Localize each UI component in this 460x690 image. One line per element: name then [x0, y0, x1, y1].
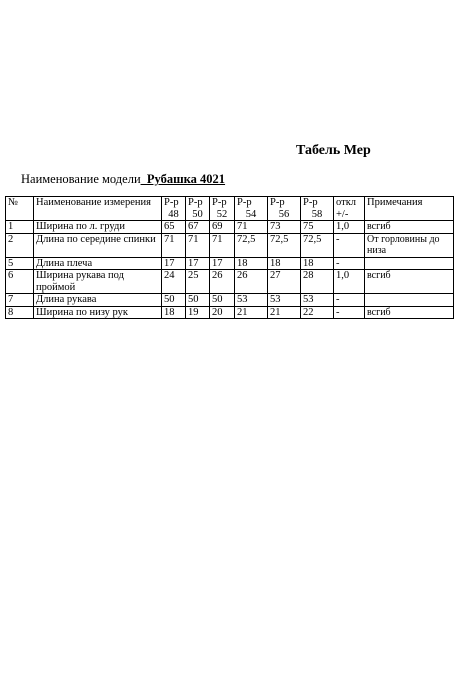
- row-note: всгиб: [365, 306, 454, 319]
- row-value: 24: [162, 270, 186, 294]
- row-num: 8: [6, 306, 34, 319]
- measurement-table: [5, 196, 454, 319]
- row-name: Ширина по низу рук: [34, 306, 162, 319]
- row-value: 73: [268, 221, 301, 234]
- row-tolerance: 1,0: [334, 270, 365, 294]
- row-num: 2: [6, 233, 34, 257]
- row-value: 65: [162, 221, 186, 234]
- row-value: 71: [235, 221, 268, 234]
- header-size-48: Р-р 48: [162, 197, 186, 221]
- row-name: Длина по середине спинки: [34, 233, 162, 257]
- header-size-56: Р-р 56: [268, 197, 301, 221]
- row-value: 26: [210, 270, 235, 294]
- row-value: 72,5: [268, 233, 301, 257]
- row-value: 67: [186, 221, 210, 234]
- row-note: всгиб: [365, 221, 454, 234]
- table-row: [6, 306, 454, 319]
- table-header-row: [6, 197, 454, 221]
- model-line: [21, 172, 225, 187]
- table-row: [6, 233, 454, 257]
- row-num: 6: [6, 270, 34, 294]
- row-value: 28: [301, 270, 334, 294]
- row-value: 21: [235, 306, 268, 319]
- row-value: 50: [210, 294, 235, 307]
- row-value: 21: [268, 306, 301, 319]
- row-value: 71: [186, 233, 210, 257]
- header-size-58: Р-р 58: [301, 197, 334, 221]
- row-num: 5: [6, 257, 34, 270]
- header-name: Наименование измерения: [34, 197, 162, 221]
- row-value: 20: [210, 306, 235, 319]
- row-value: 17: [186, 257, 210, 270]
- row-value: 72,5: [301, 233, 334, 257]
- row-value: 50: [162, 294, 186, 307]
- row-note: От горловины до низа: [365, 233, 454, 257]
- header-size-50: Р-р 50: [186, 197, 210, 221]
- row-value: 18: [162, 306, 186, 319]
- row-tolerance: -: [334, 306, 365, 319]
- row-note: [365, 294, 454, 307]
- row-value: 17: [162, 257, 186, 270]
- row-name: Ширина по л. груди: [34, 221, 162, 234]
- row-value: 53: [301, 294, 334, 307]
- row-value: 69: [210, 221, 235, 234]
- row-value: 18: [301, 257, 334, 270]
- table-row: [6, 270, 454, 294]
- row-tolerance: -: [334, 294, 365, 307]
- row-num: 7: [6, 294, 34, 307]
- model-label: Наименование модели: [21, 172, 141, 186]
- row-value: 53: [235, 294, 268, 307]
- header-size-52: Р-р 52: [210, 197, 235, 221]
- row-value: 19: [186, 306, 210, 319]
- row-value: 18: [235, 257, 268, 270]
- row-note: [365, 257, 454, 270]
- row-value: 72,5: [235, 233, 268, 257]
- header-notes: Примечания: [365, 197, 454, 221]
- row-value: 75: [301, 221, 334, 234]
- row-value: 71: [162, 233, 186, 257]
- table-row: [6, 221, 454, 234]
- row-value: 27: [268, 270, 301, 294]
- model-name: Рубашка 4021: [146, 172, 226, 186]
- header-tolerance: откл +/-: [334, 197, 365, 221]
- header-num: №: [6, 197, 34, 221]
- row-tolerance: -: [334, 233, 365, 257]
- row-name: Длина плеча: [34, 257, 162, 270]
- row-tolerance: 1,0: [334, 221, 365, 234]
- header-size-54: Р-р 54: [235, 197, 268, 221]
- table-row: [6, 294, 454, 307]
- row-value: 71: [210, 233, 235, 257]
- row-value: 50: [186, 294, 210, 307]
- row-value: 18: [268, 257, 301, 270]
- row-num: 1: [6, 221, 34, 234]
- row-value: 17: [210, 257, 235, 270]
- row-name: Ширина рукава под проймой: [34, 270, 162, 294]
- page-title: Табель Мер: [296, 143, 371, 158]
- row-note: всгиб: [365, 270, 454, 294]
- row-name: Длина рукава: [34, 294, 162, 307]
- table-row: [6, 257, 454, 270]
- row-tolerance: -: [334, 257, 365, 270]
- row-value: 25: [186, 270, 210, 294]
- row-value: 53: [268, 294, 301, 307]
- row-value: 26: [235, 270, 268, 294]
- row-value: 22: [301, 306, 334, 319]
